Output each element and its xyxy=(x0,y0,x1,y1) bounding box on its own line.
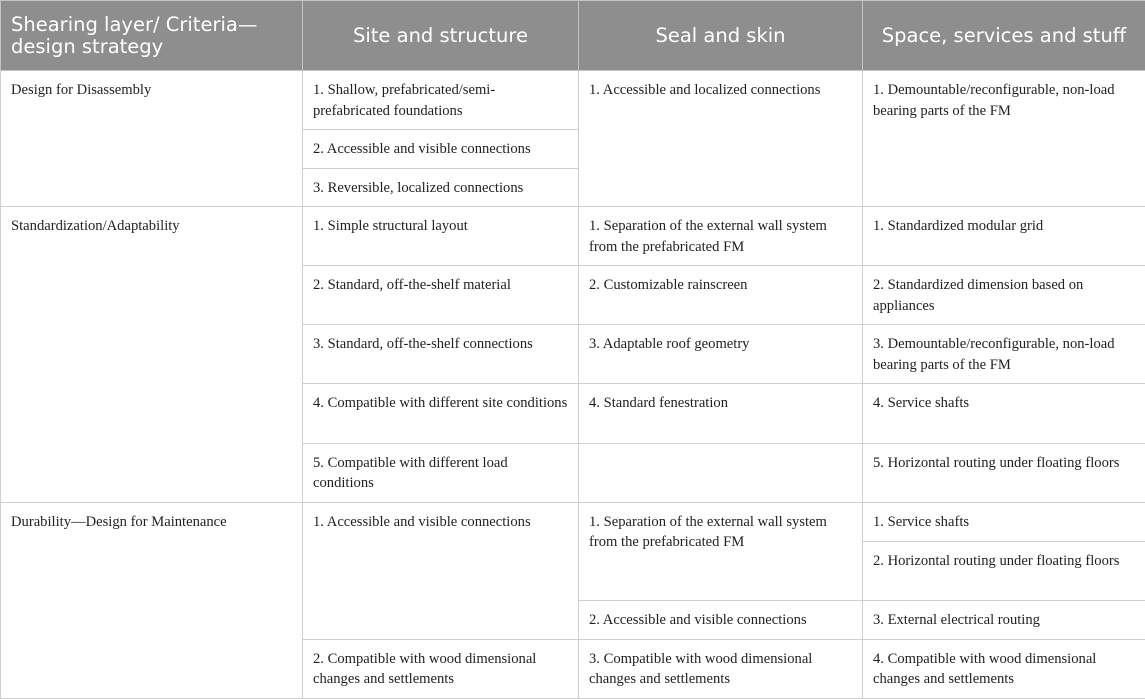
cell-site-disassembly-2: 2. Accessible and visible connections xyxy=(303,130,579,169)
cell-site-standardization-4: 4. Compatible with different site conditions xyxy=(303,384,579,443)
cell-seal-disassembly-1: 1. Accessible and localized connections xyxy=(579,71,863,207)
cell-site-disassembly-1: 1. Shallow, prefabricated/semi-prefabricated foundations xyxy=(303,71,579,130)
header-row xyxy=(1,1,1145,71)
cell-site-durability-2: 2. Compatible with wood dimensional changes and settlements xyxy=(303,639,579,698)
cell-site-standardization-5: 5. Compatible with different load conditions xyxy=(303,443,579,502)
cell-space-durability-3: 3. External electrical routing xyxy=(863,600,1145,639)
cell-site-disassembly-3: 3. Reversible, localized connections xyxy=(303,169,579,207)
cell-seal-durability-2: 2. Accessible and visible connections xyxy=(579,600,863,639)
cell-site-standardization-3: 3. Standard, off-the-shelf connections xyxy=(303,325,579,384)
row-label-standardization: Standardization/Adaptability xyxy=(1,207,303,502)
header-col0-line1: Shearing layer/ xyxy=(11,12,160,36)
table-row xyxy=(1,502,1145,541)
cell-site-standardization-2: 2. Standard, off-the-shelf material xyxy=(303,266,579,325)
header-seal-skin: Seal and skin xyxy=(579,1,863,71)
header-site-structure: Site and structure xyxy=(303,1,579,71)
cell-site-standardization-1: 1. Simple structural layout xyxy=(303,207,579,266)
cell-seal-standardization-2: 2. Customizable rainscreen xyxy=(579,266,863,325)
table-row xyxy=(1,207,1145,266)
cell-seal-standardization-4: 4. Standard fenestration xyxy=(579,384,863,443)
cell-space-durability-1: 1. Service shafts xyxy=(863,502,1145,541)
cell-seal-standardization-3: 3. Adaptable roof geometry xyxy=(579,325,863,384)
cell-space-standardization-1: 1. Standardized modular grid xyxy=(863,207,1145,266)
cell-seal-durability-3: 3. Compatible with wood dimensional changes and settlements xyxy=(579,639,863,698)
cell-space-disassembly-1: 1. Demountable/reconfigurable, non-load bearing parts of the FM xyxy=(863,71,1145,207)
cell-seal-durability-1: 1. Separation of the external wall system from the prefabricated FM xyxy=(579,502,863,600)
header-space-services: Space, services and stuff xyxy=(863,1,1145,71)
header-col0-line2: Criteria—design strategy xyxy=(11,12,258,58)
cell-space-durability-2: 2. Horizontal routing under floating floors xyxy=(863,541,1145,600)
header-shearing-layer xyxy=(1,1,303,71)
cell-site-durability-1: 1. Accessible and visible connections xyxy=(303,502,579,639)
cell-space-standardization-2: 2. Standardized dimension based on appliances xyxy=(863,266,1145,325)
table-row xyxy=(1,71,1145,130)
cell-space-durability-4: 4. Compatible with wood dimensional changes and settlements xyxy=(863,639,1145,698)
cell-space-standardization-5: 5. Horizontal routing under floating floors xyxy=(863,443,1145,502)
cell-seal-standardization-empty xyxy=(579,443,863,502)
row-label-durability: Durability—Design for Maintenance xyxy=(1,502,303,698)
cell-space-standardization-3: 3. Demountable/reconfigurable, non-load bearing parts of the FM xyxy=(863,325,1145,384)
cell-seal-standardization-1: 1. Separation of the external wall system from the prefabricated FM xyxy=(579,207,863,266)
cell-space-standardization-4: 4. Service shafts xyxy=(863,384,1145,443)
row-label-disassembly: Design for Disassembly xyxy=(1,71,303,207)
